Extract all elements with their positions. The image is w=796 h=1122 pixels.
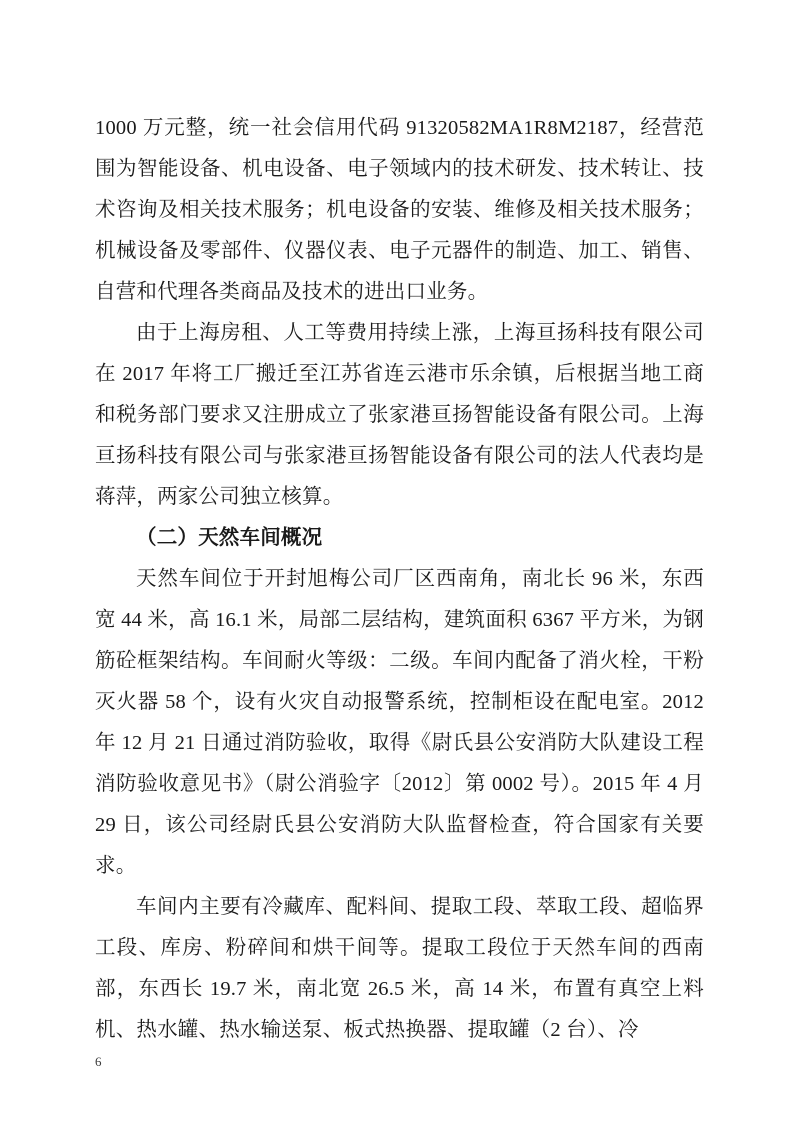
paragraph-company-relocation: 由于上海房租、人工等费用持续上涨，上海亘扬科技有限公司在 2017 年将工厂搬迁至江苏省连云港市乐余镇，后根据当地工商和税务部门要求又注册成立了张家港亘扬智能设备有限公司。上海亘扬科技有限公司与张家港亘扬智能设备有限公司的法人代表均是蒋萍，两家公司独立核算。: [95, 322, 704, 508]
section-heading-natural-workshop: （二）天然车间概况: [136, 527, 323, 549]
paragraph-workshop-sections: 车间内主要有冷藏库、配料间、提取工段、萃取工段、超临界工段、库房、粉碎间和烘干间等。提取工段位于天然车间的西南部，东西长 19.7 米，南北宽 26.5 米，高 14 米，布置有真空上料机、热水罐、热水输送泵、板式热换器、提取罐（2 台）、冷: [95, 896, 704, 1041]
paragraph-workshop-overview: 天然车间位于开封旭梅公司厂区西南角，南北长 96 米，东西宽 44 米，高 16.1 米，局部二层结构，建筑面积 6367 平方米，为钢筋砼框架结构。车间耐火等级：二级。车间内配备了消火栓，干粉灭火器 58 个，设有火灾自动报警系统，控制柜设在配电室。2012 年 12 月 21 日通过消防验收，取得《尉氏县公安消防大队建设工程消防验收意见书》（尉公消验字〔2012〕第 0002 号）。2015 年 4 月 29 日，该公司经尉氏县公安消防大队监督检查，符合国家有关要求。: [95, 568, 704, 877]
page-number: 6: [95, 1054, 102, 1069]
document-body: [95, 108, 704, 1051]
paragraph-business-scope: 1000 万元整，统一社会信用代码 91320582MA1R8M2187，经营范围为智能设备、机电设备、电子领域内的技术研发、技术转让、技术咨询及相关技术服务；机电设备的安装、维修及相关技术服务；机械设备及零部件、仪器仪表、电子元器件的制造、加工、销售、自营和代理各类商品及技术的进出口业务。: [95, 117, 704, 303]
